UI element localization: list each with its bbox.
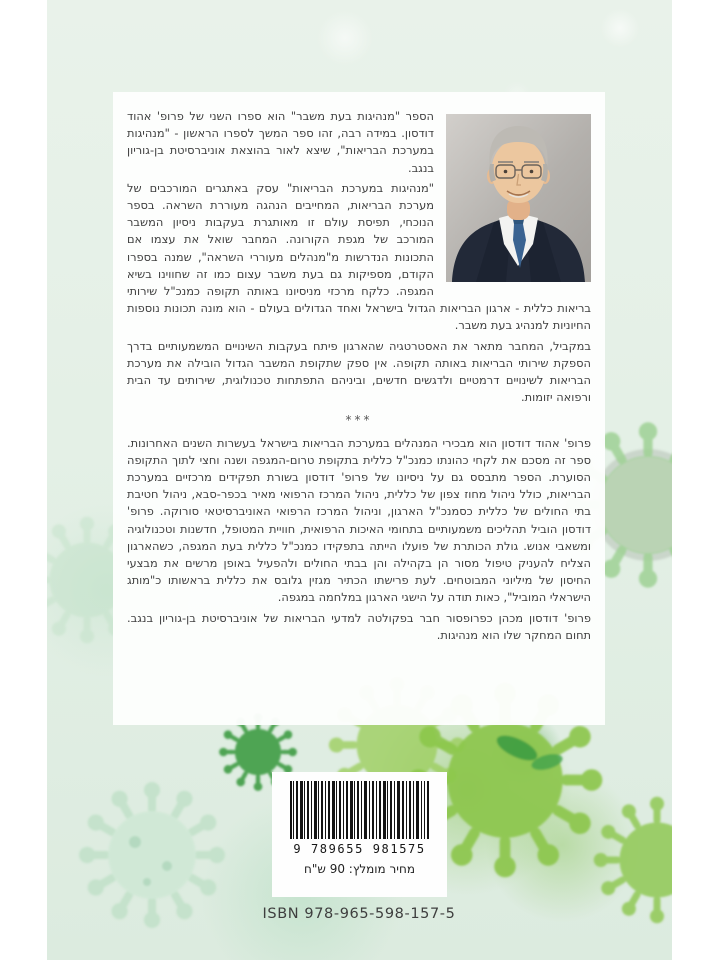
price-label: מחיר מומלץ: 90 ש"ח [304,862,415,876]
cover-background [47,0,672,960]
barcode [290,781,430,839]
back-cover-text [127,108,591,644]
back-cover-paragraph: פרופ' דודסון מכהן כפרופסור חבר בפקולטה למדעי הבריאות של אוניברסיטת בן-גוריון בנגב. תחום המחקר שלו הוא מנהיגות. [127,610,591,642]
author-photo [446,114,591,282]
back-cover-paragraph: "מנהיגות במערכת הבריאות" עסק באתגרים המורכבים של מערכת הבריאות, המחייבים הנהגה מעוררת השראה. בספר הנוכחי, תפיסת עולם זו מאותגרת בעקבות ניסיון המשבר המורכב של מגפת הקורונה. המחבר שואל את עצמו אם התכונות הנדרשות מ"מנהלים מעוררי השראה", שמנה בספרו הקודם, מספיקות גם בעת משבר עצום כמו זה שחווינו בשיא המגפה. כלקח מרכזי מניסיונו באותה תקופה כמנכ"ל שירותי בריאות כללית - ארגון הבריאות הגדול בישראל ואחד הגדולים בעולם - הוא מונה תכונות נוספות החיוניות למנהיג בעת משבר. [127,180,591,333]
section-separator: *** [345,413,373,428]
barcode-panel [272,772,447,897]
back-cover-paragraph: פרופ' אהוד דודסון הוא מבכירי המנהלים במערכת הבריאות בישראל בעשרות השנים האחרונות. ספר זה מסכם את לקחי כהונתו כמנכ"ל כללית בתקופת טרום-המגפה ושנה וחצי לתוך התקופה הסוערת. הספר מתבסס גם על ניסיונו של פרופ' דודסון בשורת תפקידים מרכזיים במערכת הבריאות, כולל ניהול מחוז צפון של כללית, ניהול המרכז הרפואי מאיר בכפר-סבא, ניהול חטיבת בתי החולים של כללית כסמנכ"ל הארגון, וניהול המרכז הרפואי האוניברסיטאי סורוקה. פרופ' דודסון הוביל תהליכים משמעותיים בתחומי האיכות הרפואית, חוויית המטופל, חדשנות וטכנולוגיה ומשאבי אנוש. גולת הכותרת של פועלו הייתה בתפקידו כמנכ"ל כללית בעת המגפה, כשהארגון הצליח להעניק טיפול מסור הן בקהילה והן בבתי החולים ולהפעיל באופן מרשים את מבצעי החיסון של מיליוני המבוטחים. לעת פרישתו הכתיר מגזין גלובס את כללית בראשותו כ"מותג הישראלי המוביל", כאות תודה על הישגי הארגון במלחמה במגפה. [127,435,591,605]
author-portrait-image [446,114,591,282]
back-cover-paragraph: במקביל, המחבר מתאר את האסטרטגיה שהארגון פיתח בעקבות השינויים המשמעותיים בדרך הספקת שירותי הבריאות באותה תקופה. אין ספק שתקופת המשבר הגדול הובילה את מערכת הבריאות לשינויים דרמטיים ולדגשים חדשים, וביניהם התפתחות טכנולוגית, שירותים עד הבית ורפואה יזומות. [127,338,591,405]
back-cover-paragraph: הספר "מנהיגות בעת משבר" הוא ספרו השני של פרופ' אהוד דודסון. במידה רבה, זהו ספר המשך לספרו הראשון - "מנהיגות במערכת הבריאות", שיצא לאור בהוצאת אוניברסיטת בן-גוריון בנגב. [127,109,434,175]
barcode-digits: 9 789655 981575 [293,842,426,856]
isbn-text: ISBN 978-965-598-157-5 [262,906,456,922]
text-panel [113,92,605,725]
